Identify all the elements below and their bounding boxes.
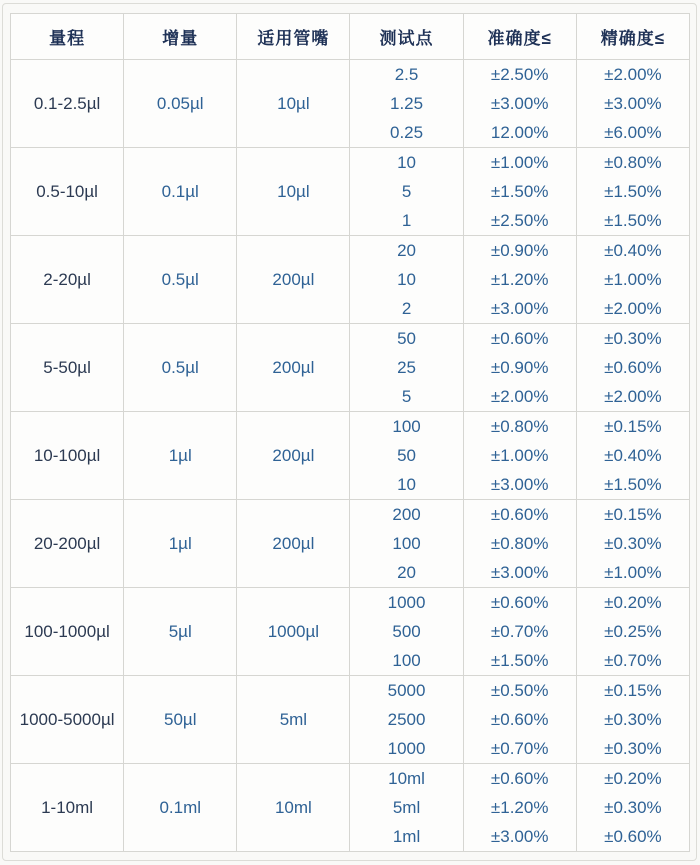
accuracy-value: ±1.50% (490, 651, 549, 670)
accuracy-value: ±0.70% (490, 739, 549, 758)
precision-value: ±3.00% (604, 94, 662, 113)
precision-value: ±0.30% (604, 534, 662, 553)
tip-cell: 200µl (237, 500, 350, 588)
tip-cell: 200µl (237, 324, 350, 412)
accuracy-value: ±0.60% (490, 593, 549, 612)
test-point-value: 25 (397, 358, 416, 377)
precision-value: ±0.60% (604, 358, 662, 377)
header-increment: 增量 (124, 14, 237, 60)
increment-cell: 0.05µl (124, 60, 237, 148)
range-cell: 20-200µl (11, 500, 124, 588)
test-points-cell (350, 236, 463, 324)
accuracy-value: ±0.60% (490, 329, 549, 348)
precision-value: ±0.40% (604, 241, 662, 260)
range-cell: 1-10ml (11, 764, 124, 852)
accuracy-value: ±0.70% (490, 622, 549, 641)
tip-cell: 200µl (237, 412, 350, 500)
test-points-cell (350, 500, 463, 588)
precision-cell (576, 588, 689, 676)
precision-value: ±0.30% (604, 329, 662, 348)
precision-cell (576, 236, 689, 324)
precision-value: ±1.00% (604, 563, 662, 582)
test-points-cell (350, 412, 463, 500)
accuracy-value: ±3.00% (490, 563, 549, 582)
test-point-value: 1ml (392, 827, 421, 846)
test-point-value: 0.25 (390, 123, 424, 142)
test-points-cell (350, 148, 463, 236)
precision-value: ±0.70% (604, 651, 662, 670)
test-point-value: 50 (397, 446, 416, 465)
table-row (11, 588, 690, 676)
test-points-cell (350, 764, 463, 852)
test-point-value: 20 (397, 563, 416, 582)
table-row (11, 324, 690, 412)
table-row (11, 500, 690, 588)
test-point-value: 1000 (387, 593, 426, 612)
increment-cell: 1µl (124, 500, 237, 588)
accuracy-cell (463, 500, 576, 588)
accuracy-value: ±2.00% (490, 387, 549, 406)
increment-cell: 50µl (124, 676, 237, 764)
accuracy-cell (463, 236, 576, 324)
accuracy-value: 12.00% (490, 123, 549, 142)
range-cell: 0.1-2.5µl (11, 60, 124, 148)
precision-value: ±0.30% (604, 798, 662, 817)
precision-value: ±0.60% (604, 827, 662, 846)
accuracy-cell (463, 60, 576, 148)
test-point-value: 10 (397, 270, 416, 289)
precision-value: ±0.30% (604, 739, 662, 758)
accuracy-cell (463, 324, 576, 412)
accuracy-value: ±3.00% (490, 299, 549, 318)
accuracy-cell (463, 148, 576, 236)
precision-value: ±0.30% (604, 710, 662, 729)
test-point-value: 50 (397, 329, 416, 348)
range-cell: 10-100µl (11, 412, 124, 500)
test-point-value: 1.25 (390, 94, 424, 113)
increment-cell: 0.1ml (124, 764, 237, 852)
precision-value: ±2.00% (604, 299, 662, 318)
test-point-value: 1 (401, 211, 412, 230)
test-point-value: 5000 (387, 681, 426, 700)
precision-cell (576, 412, 689, 500)
header-accuracy: 准确度≤ (463, 14, 576, 60)
table-row (11, 236, 690, 324)
test-points-cell (350, 588, 463, 676)
test-point-value: 100 (392, 651, 421, 670)
test-point-value: 100 (392, 417, 421, 436)
spec-table (10, 13, 690, 852)
accuracy-value: ±3.00% (490, 827, 549, 846)
test-points-cell (350, 676, 463, 764)
test-point-value: 2 (401, 299, 412, 318)
test-point-value: 2500 (387, 710, 426, 729)
precision-value: ±2.00% (604, 387, 662, 406)
precision-value: ±0.15% (604, 505, 662, 524)
tip-cell: 10µl (237, 60, 350, 148)
accuracy-value: ±2.50% (490, 65, 549, 84)
tip-cell: 5ml (237, 676, 350, 764)
accuracy-value: ±1.50% (490, 182, 549, 201)
range-cell: 0.5-10µl (11, 148, 124, 236)
test-point-value: 5 (401, 387, 412, 406)
accuracy-cell (463, 412, 576, 500)
accuracy-value: ±2.50% (490, 211, 549, 230)
test-point-value: 1000 (387, 739, 426, 758)
range-cell: 1000-5000µl (11, 676, 124, 764)
precision-value: ±0.15% (604, 417, 662, 436)
increment-cell: 0.1µl (124, 148, 237, 236)
test-point-value: 200 (392, 505, 421, 524)
table-row (11, 148, 690, 236)
range-cell: 100-1000µl (11, 588, 124, 676)
precision-value: ±1.50% (604, 211, 662, 230)
tip-cell: 10ml (237, 764, 350, 852)
test-point-value: 500 (392, 622, 421, 641)
spec-table-body (11, 60, 690, 852)
test-point-value: 100 (392, 534, 421, 553)
accuracy-cell (463, 676, 576, 764)
precision-cell (576, 324, 689, 412)
range-cell: 5-50µl (11, 324, 124, 412)
test-point-value: 2.5 (394, 65, 419, 84)
accuracy-value: ±3.00% (490, 475, 549, 494)
spec-table-header (11, 14, 690, 60)
precision-value: ±0.20% (604, 593, 662, 612)
precision-value: ±0.40% (604, 446, 662, 465)
precision-cell (576, 60, 689, 148)
accuracy-value: ±1.00% (490, 153, 549, 172)
precision-value: ±0.20% (604, 769, 662, 788)
increment-cell: 0.5µl (124, 324, 237, 412)
accuracy-value: ±0.90% (490, 241, 549, 260)
accuracy-value: ±0.60% (490, 710, 549, 729)
header-precision: 精确度≤ (576, 14, 689, 60)
accuracy-value: ±0.60% (490, 769, 549, 788)
accuracy-value: ±0.60% (490, 505, 549, 524)
accuracy-value: ±0.80% (490, 417, 549, 436)
tip-cell: 200µl (237, 236, 350, 324)
test-point-value: 5ml (392, 798, 421, 817)
test-point-value: 10 (397, 475, 416, 494)
test-point-value: 5 (401, 182, 412, 201)
precision-value: ±1.00% (604, 270, 662, 289)
table-row (11, 60, 690, 148)
accuracy-value: ±0.80% (490, 534, 549, 553)
test-points-cell (350, 60, 463, 148)
accuracy-value: ±0.50% (490, 681, 549, 700)
precision-value: ±1.50% (604, 182, 662, 201)
test-point-value: 20 (397, 241, 416, 260)
accuracy-cell (463, 588, 576, 676)
precision-cell (576, 500, 689, 588)
precision-value: ±6.00% (604, 123, 662, 142)
test-point-value: 10ml (388, 769, 425, 788)
precision-cell (576, 676, 689, 764)
range-cell: 2-20µl (11, 236, 124, 324)
accuracy-value: ±1.20% (490, 798, 549, 817)
accuracy-value: ±0.90% (490, 358, 549, 377)
test-point-value: 10 (397, 153, 416, 172)
increment-cell: 0.5µl (124, 236, 237, 324)
increment-cell: 5µl (124, 588, 237, 676)
header-range: 量程 (11, 14, 124, 60)
header-tip: 适用管嘴 (237, 14, 350, 60)
table-row (11, 412, 690, 500)
precision-value: ±0.80% (604, 153, 662, 172)
precision-value: ±1.50% (604, 475, 662, 494)
increment-cell: 1µl (124, 412, 237, 500)
accuracy-value: ±1.00% (490, 446, 549, 465)
accuracy-cell (463, 764, 576, 852)
tip-cell: 10µl (237, 148, 350, 236)
tip-cell: 1000µl (237, 588, 350, 676)
precision-cell (576, 148, 689, 236)
precision-value: ±0.15% (604, 681, 662, 700)
table-row (11, 764, 690, 852)
precision-value: ±0.25% (604, 622, 662, 641)
header-row (11, 14, 690, 60)
table-row (11, 676, 690, 764)
accuracy-value: ±1.20% (490, 270, 549, 289)
header-test-point: 测试点 (350, 14, 463, 60)
precision-value: ±2.00% (604, 65, 662, 84)
precision-cell (576, 764, 689, 852)
accuracy-value: ±3.00% (490, 94, 549, 113)
test-points-cell (350, 324, 463, 412)
